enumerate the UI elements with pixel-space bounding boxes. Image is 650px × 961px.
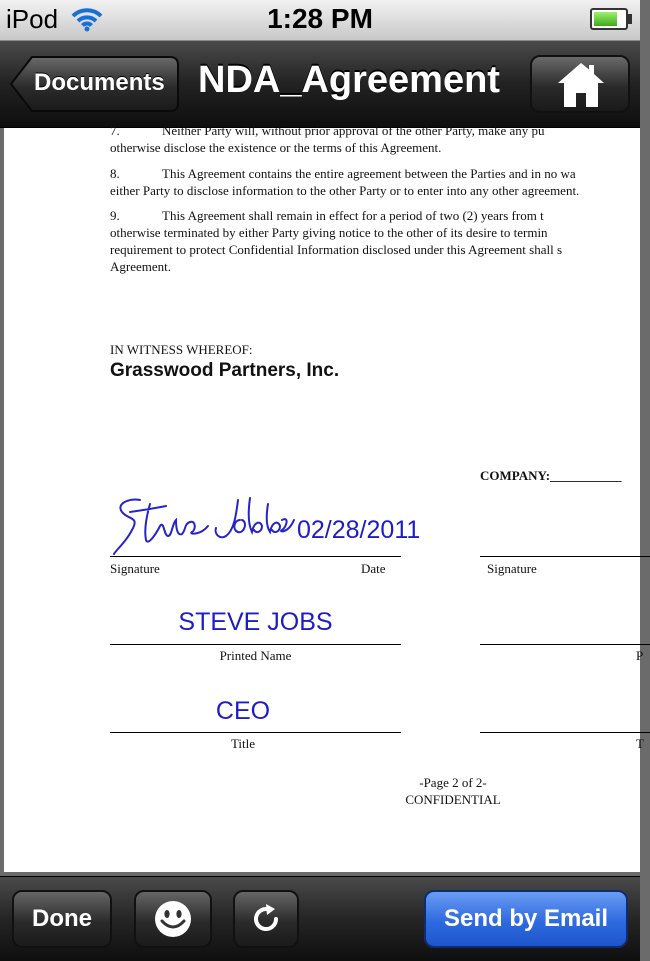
right-title-label: T <box>636 736 644 751</box>
status-time: 1:28 PM <box>267 3 373 34</box>
navigation-bar <box>0 41 640 128</box>
done-button[interactable]: Done <box>12 890 112 948</box>
title-line <box>110 732 401 733</box>
smiley-button[interactable] <box>134 890 212 948</box>
clause-8: 8. This Agreement contains the entire agreement between the Parties and in no wa either Party to disclose information to the other Party or to enter into any other agreement. <box>110 166 580 198</box>
battery-icon <box>590 8 628 30</box>
printed-name-line <box>110 644 401 645</box>
battery-tip <box>628 14 632 24</box>
title-value: CEO <box>215 697 271 725</box>
refresh-icon <box>249 902 283 936</box>
printed-name-value: STEVE JOBS <box>178 608 333 636</box>
bottom-toolbar <box>0 876 640 961</box>
company-label: COMPANY:___________ <box>480 468 622 483</box>
right-signature-label: Signature <box>487 561 537 576</box>
signature-image <box>110 490 300 556</box>
clause-9: 9. This Agreement shall remain in effect for a period of two (2) years from t otherwise terminated by either Party giving notice to the other of its desire to termin requirement to protect Confidential Information disclosed under this Agreement shall s Agreement. <box>110 208 562 274</box>
printed-name-label: Printed Name <box>219 648 292 663</box>
date-label: Date <box>361 561 386 576</box>
right-title-line <box>480 732 650 733</box>
right-printed-name-label: P <box>636 648 644 663</box>
carrier-label: iPod <box>6 4 59 34</box>
document-page[interactable] <box>4 123 644 872</box>
page-number: -Page 2 of 2- <box>419 775 487 790</box>
clause-7: 7. Neither Party will, without prior approval of the other Party, make any pu otherwise disclose the existence or the terms of this Agreement. <box>110 123 545 155</box>
right-signature-line <box>480 556 650 557</box>
home-button[interactable] <box>530 55 630 113</box>
back-button-label: Documents <box>34 69 165 96</box>
confidential-label: CONFIDENTIAL <box>405 792 501 807</box>
signature-line <box>110 556 401 557</box>
send-by-email-button[interactable]: Send by Email <box>424 890 628 948</box>
home-icon <box>556 61 606 109</box>
witness-heading: IN WITNESS WHEREOF: <box>110 342 253 357</box>
refresh-button[interactable] <box>233 890 299 948</box>
company-name: Grasswood Partners, Inc. <box>110 360 340 381</box>
right-printed-name-line <box>480 644 650 645</box>
title-label: Title <box>230 736 256 751</box>
date-value: 02/28/2011 <box>297 516 421 544</box>
signature-label: Signature <box>110 561 160 576</box>
smiley-icon <box>153 899 193 939</box>
page-title: NDA_Agreement <box>198 59 500 101</box>
status-bar <box>0 0 640 41</box>
documents-back-button[interactable] <box>10 55 180 113</box>
